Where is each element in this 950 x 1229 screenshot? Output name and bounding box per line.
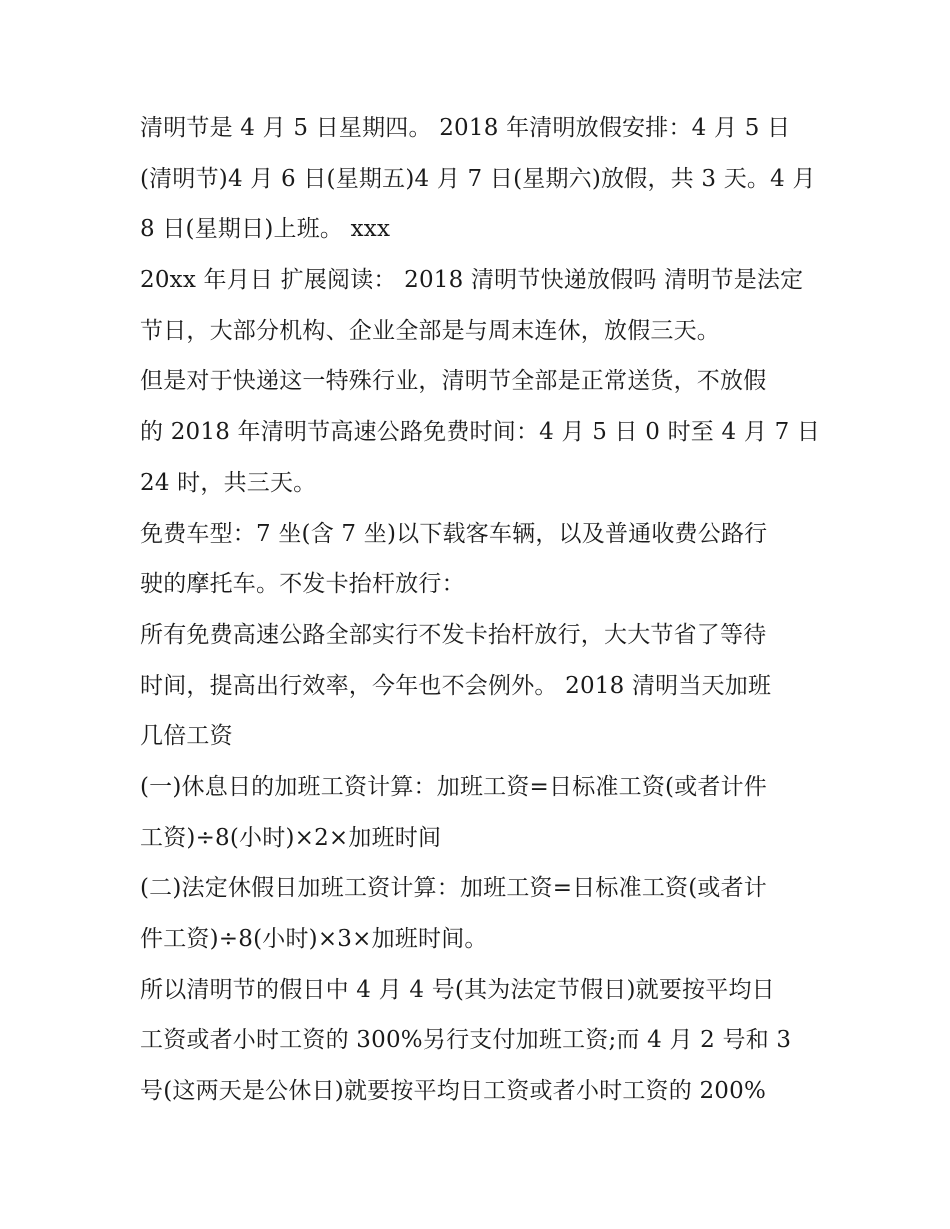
document-body — [140, 103, 820, 1117]
text-line: (清明节)4 月 6 日(星期五)4 月 7 日(星期六)放假，共 3 天。4 月 — [140, 165, 816, 192]
text-line: (二)法定休假日加班工资计算：加班工资=日标准工资(或者计 — [140, 875, 767, 902]
text-line: (一)休息日的加班工资计算：加班工资=日标准工资(或者计件 — [140, 773, 767, 800]
text-line: 几倍工资 — [140, 723, 233, 750]
text-line: 节日，大部分机构、企业全部是与周末连休，放假三天。 — [140, 317, 720, 344]
text-line: 时间，提高出行效率，今年也不会例外。 2018 清明当天加班 — [140, 672, 772, 699]
text-line: 驶的摩托车。不发卡抬杆放行： — [140, 571, 465, 598]
text-line: 清明节是 4 月 5 日星期四。 2018 年清明放假安排：4 月 5 日 — [140, 115, 791, 141]
text-line: 20xx 年月日 扩展阅读： 2018 清明节快递放假吗 清明节是法定 — [140, 267, 804, 294]
text-line: 所有免费高速公路全部实行不发卡抬杆放行，大大节省了等待 — [140, 621, 767, 648]
text-line: 8 日(星期日)上班。 xxx — [140, 216, 391, 243]
text-line: 件工资)÷8(小时)×3×加班时间。 — [140, 926, 488, 952]
text-line: 工资)÷8(小时)×2×加班时间 — [140, 824, 442, 851]
text-line: 24 时，共三天。 — [140, 469, 317, 496]
text-line: 的 2018 年清明节高速公路免费时间：4 月 5 日 0 时至 4 月 7 日 — [140, 419, 821, 446]
text-line: 号(这两天是公休日)就要按平均日工资或者小时工资的 200% — [140, 1078, 767, 1105]
text-line: 所以清明节的假日中 4 月 4 号(其为法定节假日)就要按平均日 — [140, 976, 775, 1003]
text-line: 免费车型：7 坐(含 7 坐)以下载客车辆，以及普通收费公路行 — [140, 520, 768, 547]
text-line: 但是对于快递这一特殊行业，清明节全部是正常送货，不放假 — [140, 368, 767, 395]
text-line: 工资或者小时工资的 300%另行支付加班工资;而 4 月 2 号和 3 — [140, 1027, 792, 1054]
